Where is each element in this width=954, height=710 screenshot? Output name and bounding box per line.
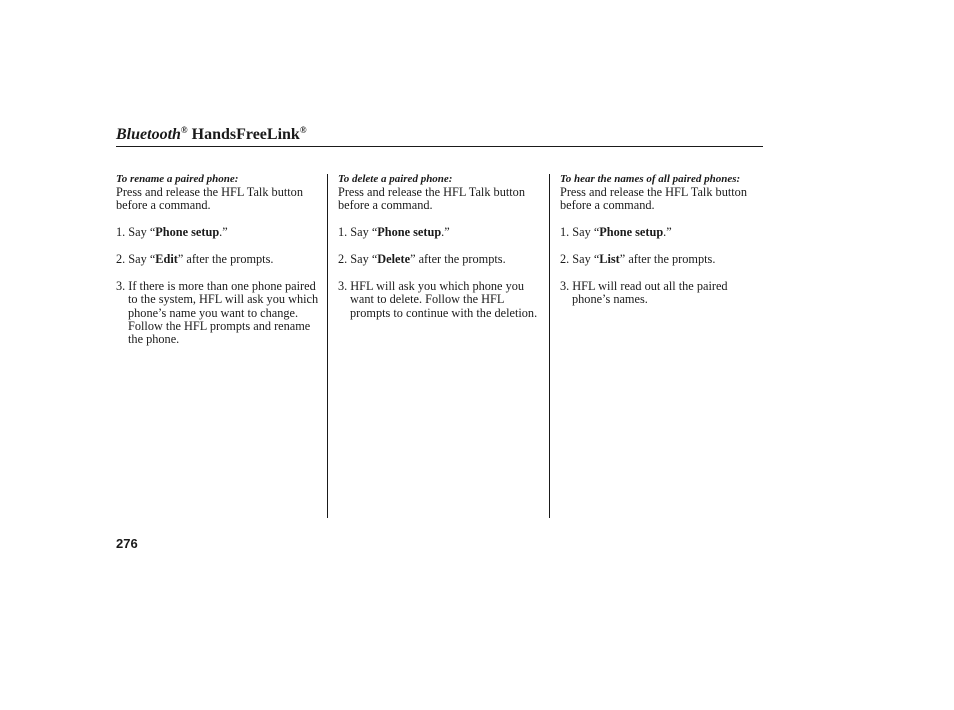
step-text: 3. If there is more than one phone paired to the system, HFL will ask you which phone’s name you want to change. Follow the HFL prompts and rename the phone. <box>116 278 319 347</box>
step-text: 2. Say “ <box>560 252 600 266</box>
step-text: 1. Say “ <box>338 225 378 240</box>
column-divider <box>549 174 550 518</box>
section-delete-phone <box>338 172 544 320</box>
section-heading: To rename a paired phone: <box>116 173 239 185</box>
step-text: 2. Say “ <box>338 252 378 266</box>
intro-text: Press and release the HFL Talk button before a command. <box>116 185 303 213</box>
page-number: 276 <box>116 536 138 551</box>
step-item <box>116 253 322 266</box>
step-item <box>560 226 760 239</box>
step-text: ” after the prompts. <box>619 252 716 266</box>
voice-command: Edit <box>155 252 178 266</box>
step-item <box>338 226 544 239</box>
intro-text: Press and release the HFL Talk button before a command. <box>338 185 525 213</box>
step-item <box>338 280 544 320</box>
step-text: 3. HFL will ask you which phone you want to delete. Follow the HFL prompts to continue with the deletion. <box>338 278 538 320</box>
voice-command: Phone setup <box>599 225 664 240</box>
step-text: 2. Say “ <box>116 252 156 266</box>
step-text: .” <box>441 225 450 240</box>
voice-command: Phone setup <box>155 225 220 240</box>
registered-mark: ® <box>299 125 307 135</box>
column-divider <box>327 174 328 518</box>
step-text: .” <box>219 225 228 240</box>
voice-command: List <box>599 252 620 266</box>
section-heading: To hear the names of all paired phones: <box>560 173 741 185</box>
step-text: 1. Say “ <box>560 225 600 240</box>
intro-text: Press and release the HFL Talk button before a command. <box>560 185 747 213</box>
step-item <box>560 253 760 266</box>
step-item <box>116 226 322 239</box>
step-item <box>116 280 322 347</box>
step-item <box>338 253 544 266</box>
page-title <box>116 120 307 145</box>
title-handsfreelink: HandsFreeLink <box>187 126 300 143</box>
step-text: ” after the prompts. <box>410 252 506 266</box>
step-item <box>560 280 760 307</box>
step-text: 1. Say “ <box>116 225 156 240</box>
step-text: ” after the prompts. <box>177 252 274 266</box>
section-rename-phone <box>116 172 322 347</box>
section-heading: To delete a paired phone: <box>338 173 453 185</box>
voice-command: Phone setup <box>377 225 442 240</box>
title-bluetooth: Bluetooth <box>116 126 181 143</box>
step-text: .” <box>663 225 672 240</box>
header-rule <box>116 146 763 147</box>
section-hear-names <box>560 172 760 307</box>
registered-mark: ® <box>180 125 188 135</box>
voice-command: Delete <box>377 252 411 266</box>
step-text: 3. HFL will read out all the paired phone’s names. <box>560 278 728 307</box>
